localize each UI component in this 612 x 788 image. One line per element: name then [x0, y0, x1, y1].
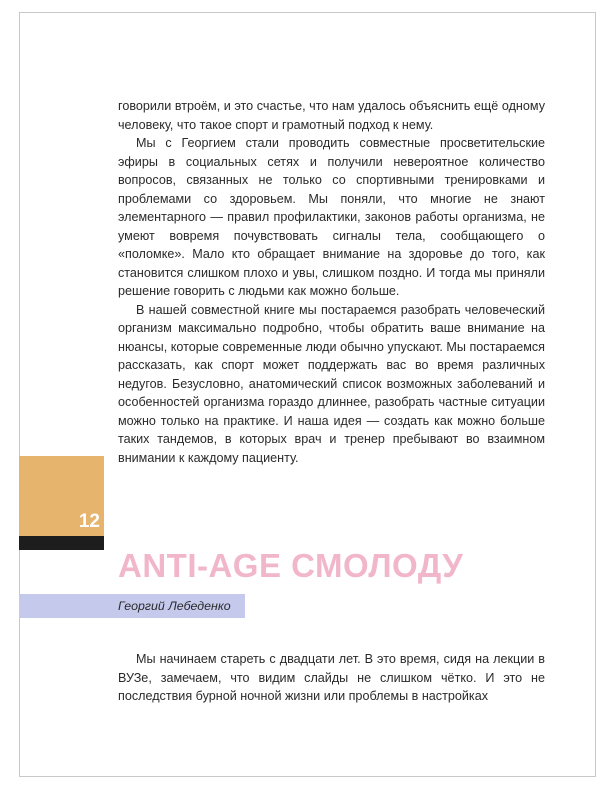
- paragraph: Мы с Георгием стали проводить совместные просветительские эфиры в социальных сетях и получили невероятное количество вопросов, связанных не только со спортивными тренировками и проблемами со здоровьем. Мы поняли, что многие не знают элементарного — правил профилактики, законов работы организма, не умеют вовремя почувствовать сигналы тела, сообщающего о «поломке». Мало кто обращает внимание на здоровье до того, как становится слишком плохо и увы, слишком поздно. И тогда мы приняли решение говорить с людьми как можно больше.: [118, 136, 545, 298]
- paragraph: В нашей совместной книге мы постараемся разобрать человеческий организм максимально подробно, чтобы обратить ваше внимание на нюансы, которые современные люди обычно упускают. Мы постараемся рассказать, как спорт может поддержать вас во время различных недугов. Безусловно, анатомический список возможных заболеваний и особенностей организма гораздо длиннее, разобрать частные ситуации можно только на практике. И наша идея — создать как можно больше таких тандемов, в которых врач и тренер пребывают во взаимном внимании к каждому пациенту.: [118, 302, 545, 465]
- page-tab-bar: [19, 536, 104, 550]
- chapter-author: Георгий Лебеденко: [118, 599, 231, 613]
- body-text-top: [118, 97, 545, 467]
- chapter-title: ANTI-AGE СМОЛОДУ: [118, 547, 464, 584]
- author-band: [19, 594, 245, 618]
- paragraph: Мы начинаем стареть с двадцати лет. В это время, сидя на лекции в ВУЗе, замечаем, что видим слайды не слишком чётко. И это не последствия бурной ночной жизни или проблемы в настройках: [118, 652, 545, 703]
- body-text-bottom: [118, 650, 545, 706]
- page-number-tab: [19, 456, 104, 536]
- paragraph-continuation: говорили втроём, и это счастье, что нам удалось объяснить ещё одному человеку, что такое спорт и грамотный подход к нему.: [118, 99, 545, 132]
- page-number: 12: [78, 511, 100, 532]
